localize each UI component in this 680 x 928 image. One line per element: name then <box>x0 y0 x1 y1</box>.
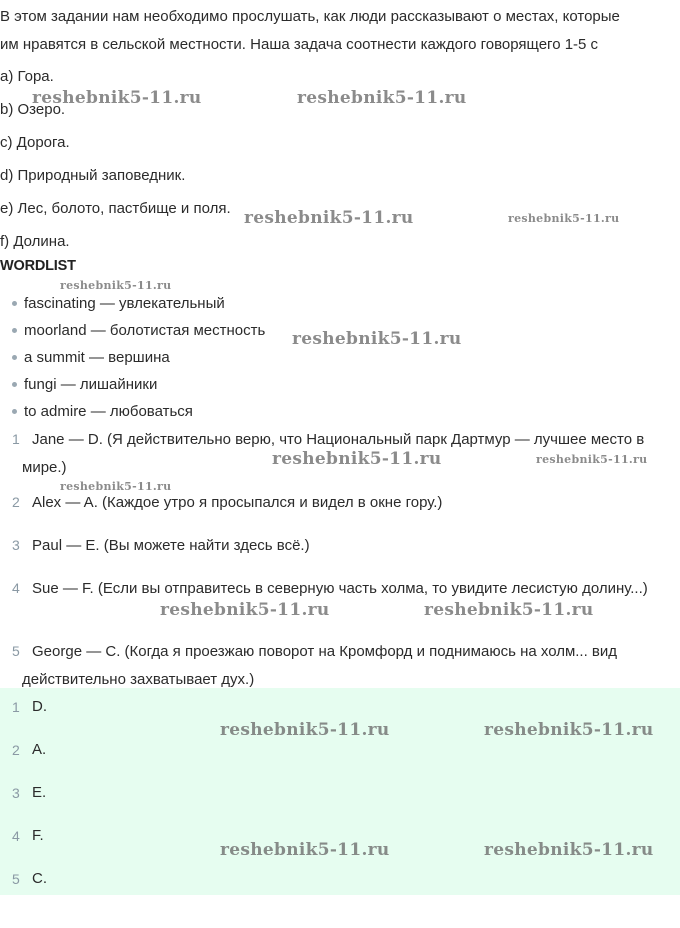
final-answer: C. <box>32 870 47 887</box>
watermark: reshebnik5-11.ru <box>32 88 202 108</box>
watermark: reshebnik5-11.ru <box>292 329 462 349</box>
list-number: 4 <box>12 580 20 596</box>
wordlist-item: a summit — вершина <box>12 349 170 366</box>
answer-explanation: Jane — D. (Я действительно верю, что Национальный парк Дартмур — лучшее место в мире.) <box>22 431 645 476</box>
final-answer: E. <box>32 784 47 801</box>
option-c: c) Дорога. <box>0 134 70 151</box>
answer-explanation: Paul — E. (Вы можете найти здесь всё.) <box>32 537 310 554</box>
watermark: reshebnik5-11.ru <box>484 840 654 860</box>
list-number: 3 <box>12 537 20 553</box>
bullet-icon <box>12 409 17 414</box>
option-e: e) Лес, болото, пастбище и поля. <box>0 200 231 217</box>
watermark: reshebnik5-11.ru <box>484 720 654 740</box>
answer-explanation: Alex — A. (Каждое утро я просыпался и видел в окне гору.) <box>32 494 443 511</box>
list-number: 3 <box>12 785 20 801</box>
list-number: 1 <box>12 699 20 715</box>
watermark: reshebnik5-11.ru <box>220 720 390 740</box>
answer-explanation: George — C. (Когда я проезжаю поворот на Кромфорд и поднимаюсь на холм... вид действительно захватывает дух.) <box>22 643 618 688</box>
watermark: reshebnik5-11.ru <box>297 88 467 108</box>
option-a: a) Гора. <box>0 68 54 85</box>
watermark: reshebnik5-11.ru <box>244 208 414 228</box>
final-answer: A. <box>32 741 47 758</box>
intro-line: им нравятся в сельской местности. Наша задача соотнести каждого говорящего 1-5 с <box>0 36 599 53</box>
wordlist-heading: WORDLIST <box>0 258 76 274</box>
intro-line <box>0 59 678 65</box>
watermark: reshebnik5-11.ru <box>424 600 594 620</box>
wordlist-item: moorland — болотистая местность <box>12 322 265 339</box>
option-b: b) Озеро. <box>0 101 66 118</box>
list-number: 1 <box>12 431 20 447</box>
bullet-icon <box>12 355 17 360</box>
intro-line: В этом задании нам необходимо прослушать, как люди рассказывают о местах, которые <box>0 8 620 25</box>
watermark: reshebnik5-11.ru <box>508 212 620 225</box>
wordlist-item: fungi — лишайники <box>12 376 157 393</box>
watermark: reshebnik5-11.ru <box>60 279 172 292</box>
watermark: reshebnik5-11.ru <box>536 453 648 466</box>
wordlist-item: to admire — любоваться <box>12 403 193 420</box>
intro-paragraph <box>0 3 678 65</box>
watermark: reshebnik5-11.ru <box>220 840 390 860</box>
list-number: 4 <box>12 828 20 844</box>
watermark: reshebnik5-11.ru <box>272 449 442 469</box>
final-answer: D. <box>32 698 47 715</box>
watermark: reshebnik5-11.ru <box>160 600 330 620</box>
bullet-icon <box>12 382 17 387</box>
list-number: 2 <box>12 494 20 510</box>
answer-explanation: Sue — F. (Если вы отправитесь в северную часть холма, то увидите лесистую долину...) <box>32 580 648 597</box>
option-f: f) Долина. <box>0 233 70 250</box>
list-number: 5 <box>12 871 20 887</box>
final-answer: F. <box>32 827 44 844</box>
list-number: 2 <box>12 742 20 758</box>
watermark: reshebnik5-11.ru <box>60 480 172 493</box>
bullet-icon <box>12 328 17 333</box>
option-d: d) Природный заповедник. <box>0 167 186 184</box>
list-number: 5 <box>12 643 20 659</box>
bullet-icon <box>12 301 17 306</box>
wordlist-item: fascinating — увлекательный <box>12 295 225 312</box>
